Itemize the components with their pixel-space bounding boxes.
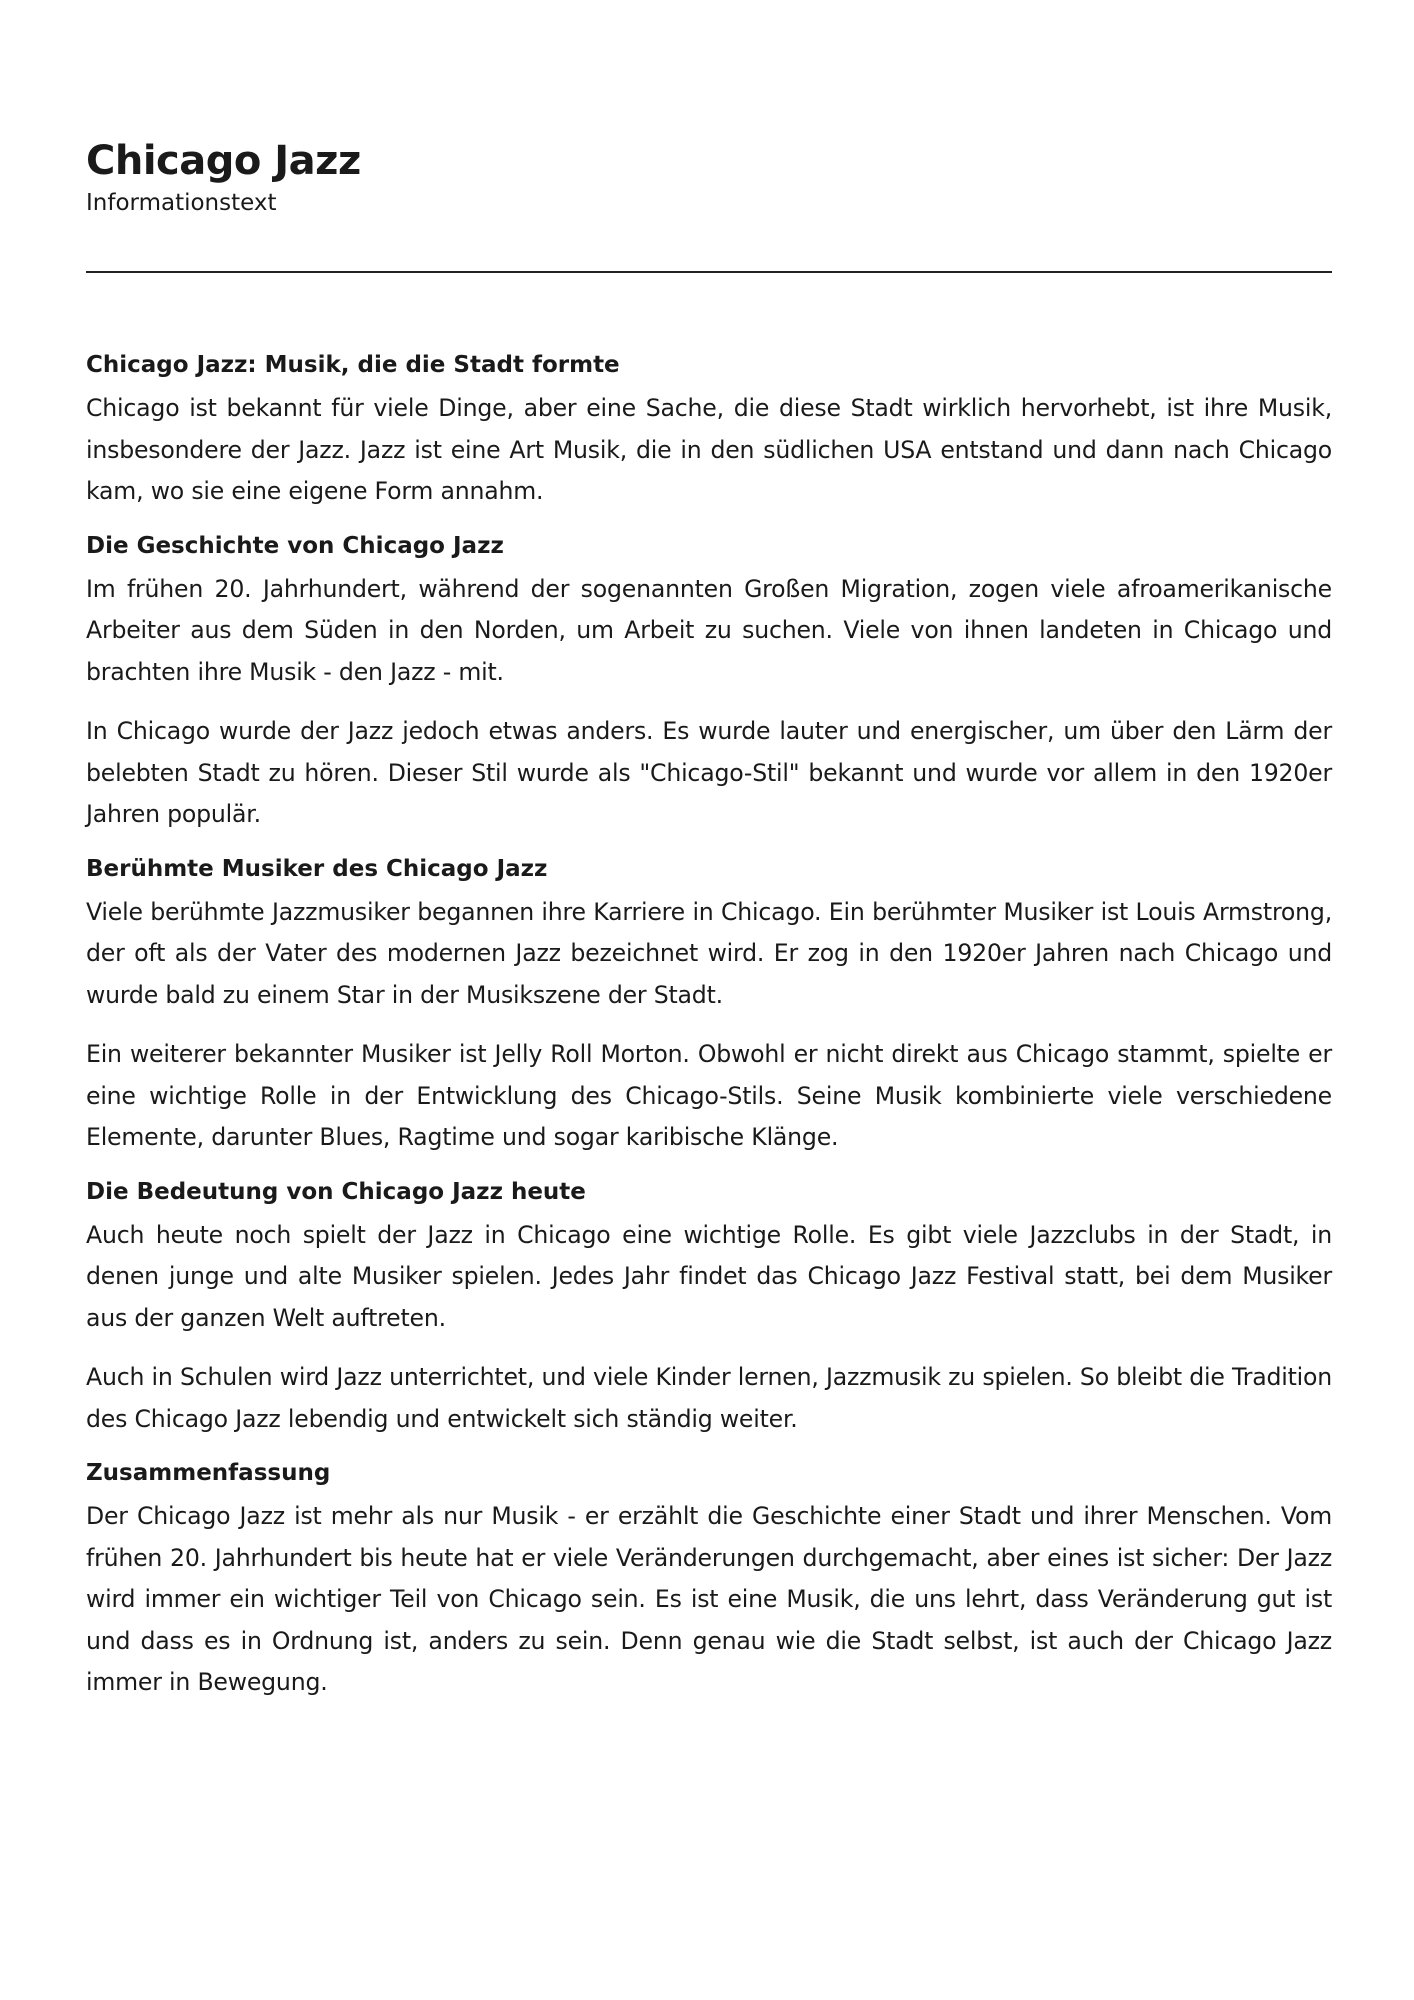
header-divider — [86, 271, 1332, 273]
section-heading: Chicago Jazz: Musik, die die Stadt formte — [86, 352, 620, 378]
section-heading: Zusammenfassung — [86, 1460, 331, 1486]
paragraph: Auch heute noch spielt der Jazz in Chicago eine wichtige Rolle. Es gibt viele Jazzclubs in der Stadt, in denen junge und alte Musiker spielen. Jedes Jahr findet das Chicago Jazz Festival statt, bei dem Musiker aus der ganzen Welt auftreten. — [86, 1220, 1332, 1332]
section-heading: Die Bedeutung von Chicago Jazz heute — [86, 1178, 586, 1205]
paragraph: Der Chicago Jazz ist mehr als nur Musik - er erzählt die Geschichte einer Stadt und ihrer Menschen. Vom frühen 20. Jahrhundert bis heute hat er viele Veränderungen durchgemacht, aber eines ist sicher: Der Jazz wird immer ein wichtiger Teil von Chicago sein. Es ist eine Musik, die uns lehrt, dass Veränderung gut ist und dass es in Ordnung ist, anders zu sein. Denn genau wie die Stadt selbst, ist auch der Chicago Jazz immer in Bewegung. — [86, 1502, 1332, 1696]
paragraph: Viele berühmte Jazzmusiker begannen ihre Karriere in Chicago. Ein berühmter Musiker ist Louis Armstrong, der oft als der Vater des modernen Jazz bezeichnet wird. Er zog in den 1920er Jahren nach Chicago und wurde bald zu einem Star in der Musikszene der Stadt. — [86, 897, 1332, 1009]
paragraph: Ein weiterer bekannter Musiker ist Jelly Roll Morton. Obwohl er nicht direkt aus Chicago stammt, spielte er eine wichtige Rolle in der Entwicklung des Chicago-Stils. Seine Musik kombinierte viele verschiedene Elemente, darunter Blues, Ragtime und sogar karibische Klänge. — [86, 1040, 1332, 1151]
paragraph: Chicago ist bekannt für viele Dinge, aber eine Sache, die diese Stadt wirklich hervorhebt, ist ihre Musik, insbesondere der Jazz. Jazz ist eine Art Musik, die in den südlichen USA entstand und dann nach Chicago kam, wo sie eine eigene Form annahm. — [86, 394, 1332, 505]
section-history — [86, 531, 1332, 836]
document-title: Chicago Jazz — [86, 138, 361, 184]
document-page — [86, 136, 1332, 1722]
section-heading: Berühmte Musiker des Chicago Jazz — [86, 855, 548, 882]
section-intro — [86, 350, 1332, 513]
document-subtitle: Informationstext — [86, 190, 277, 216]
section-summary — [86, 1458, 1332, 1704]
paragraph: Auch in Schulen wird Jazz unterrichtet, und viele Kinder lernen, Jazzmusik zu spielen. So bleibt die Tradition des Chicago Jazz lebendig und entwickelt sich ständig weiter. — [86, 1363, 1332, 1433]
section-musicians — [86, 854, 1332, 1159]
section-today — [86, 1177, 1332, 1441]
paragraph: In Chicago wurde der Jazz jedoch etwas anders. Es wurde lauter und energischer, um über den Lärm der belebten Stadt zu hören. Dieser Stil wurde als "Chicago-Stil" bekannt und wurde vor allem in den 1920er Jahren populär. — [86, 717, 1332, 828]
document-body — [86, 350, 1332, 1704]
section-heading: Die Geschichte von Chicago Jazz — [86, 532, 504, 559]
paragraph: Im frühen 20. Jahrhundert, während der sogenannten Großen Migration, zogen viele afroamerikanische Arbeiter aus dem Süden in den Norden, um Arbeit zu suchen. Viele von ihnen landeten in Chicago und brachten ihre Musik - den Jazz - mit. — [86, 574, 1332, 686]
